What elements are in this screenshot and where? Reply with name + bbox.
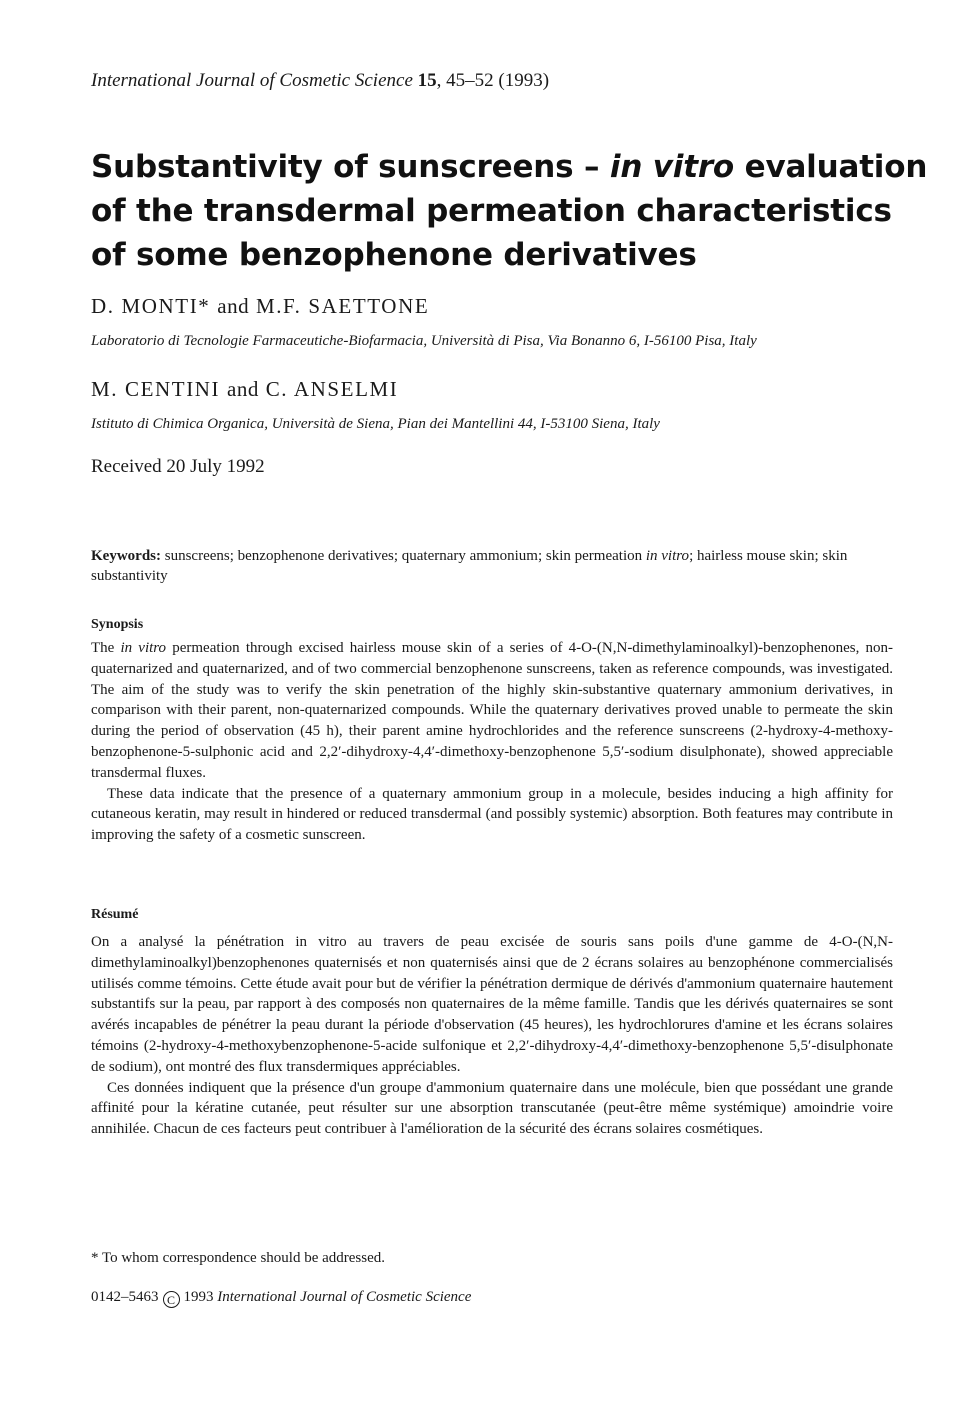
- synopsis-p1-italic: in vitro: [120, 640, 167, 656]
- authors-group-2: [91, 377, 398, 402]
- journal-name: International Journal of Cosmetic Science: [91, 70, 413, 91]
- synopsis-paragraph-1: [91, 638, 893, 784]
- keywords-text-end: ; hairless mouse skin; skin substantivity: [91, 548, 848, 584]
- resume-heading: Résumé: [91, 907, 139, 922]
- author-monti: D. MONTI*: [91, 294, 211, 318]
- keywords-text: sunscreens; benzophenone derivatives; quaternary ammonium; skin permeation: [161, 548, 646, 564]
- title-line-2: of the transdermal permeation characteristics: [91, 193, 892, 229]
- author-anselmi: C. ANSELMI: [265, 377, 399, 401]
- affiliation-siena: Istituto di Chimica Organica, Università de Siena, Pian dei Mantellini 44, I-53100 Siena, Italy: [91, 416, 660, 432]
- issn: 0142–5463: [91, 1289, 159, 1305]
- copyright-line: [91, 1289, 471, 1308]
- title-line-1-start: Substantivity of sunscreens –: [91, 149, 610, 185]
- synopsis-body: [91, 638, 893, 846]
- author-centini: M. CENTINI: [91, 377, 221, 401]
- received-date: Received 20 July 1992: [91, 456, 265, 477]
- keywords-label: Keywords:: [91, 548, 161, 564]
- resume-paragraph-2: Ces données indiquent que la présence d'un groupe d'ammonium quaternaire dans une molécule, bien que possédant une grande affinité pour la kératine cutanée, peut résulter sur une absorption transcutanée (peut-être même systémique) amoindrie voire annihilée. Chacun de ces facteurs peut contribuer à l'amélioration de la sécurité des écrans solaires cosmétiques.: [91, 1079, 893, 1138]
- copyright-journal: International Journal of Cosmetic Science: [217, 1289, 472, 1305]
- copyright-icon: C: [163, 1291, 180, 1308]
- correspondence-footnote: * To whom correspondence should be addressed.: [91, 1250, 386, 1266]
- copyright-year: 1993: [183, 1289, 214, 1305]
- author-saettone: M.F. SAETTONE: [255, 294, 430, 318]
- affiliation-pisa: Laboratorio di Tecnologie Farmaceutiche-Biofarmacia, Università di Pisa, Via Bonanno 6, I-56100 Pisa, Italy: [91, 333, 757, 349]
- author-conjunction: and: [227, 377, 259, 401]
- title-line-3: of some benzophenone derivatives: [91, 237, 697, 273]
- journal-citation: [91, 70, 549, 92]
- keywords-italic: in vitro: [645, 548, 690, 564]
- synopsis-paragraph-2: These data indicate that the presence of a quaternary ammonium group in a molecule, besides inducing a high affinity for cutaneous keratin, may result in hindered or reduced transdermal (and possibly systemic) absorption. Both features may contribute in improving the safety of a cosmetic sunscreen.: [91, 785, 893, 844]
- keywords: [91, 546, 891, 586]
- synopsis-p1-end: permeation through excised hairless mouse skin of a series of 4-O-(N,N-dimethylaminoalkyl)-benzophenones, non-quaternarized and quaternarized, and of two commercial benzophenone sunscreens, taken as reference compounds, was investigated. The aim of the study was to verify the skin penetration of the highly skin-substantive quaternary ammonium derivatives, in comparison with their parent, non-quaternarized compounds. While the quaternary derivatives proved unable to permeate the skin during the period of observation (45 h), their parent amine hydrochlorides and the reference sunscreens (2-hydroxy-4-methoxy-benzophenone-5-sulphonic acid and 2,2′-dihydroxy-4,4′-dimethoxy-benzophenone 5,5′-sodium disulphonate), showed appreciable transdermal fluxes.: [91, 640, 893, 781]
- resume-paragraph-1: On a analysé la pénétration in vitro au travers de peau excisée de souris sans poils d'une gamme de 4-O-(N,N-dimethylaminoalkyl)benzophenones quaternisés et non quaternisés ainsi que de 2 écrans solaires au benzophénone commercialisés utilisés comme témoins. Cette étude avait pour but de vérifier la pénétration dermique de dérivés d'ammonium quaternaire hautement substantifs sur la peau, par rapport à des composés non quaternaires de la même famille. Tandis que les dérivés quaternaires se sont avérés incapables de pénétrer la peau durant la période d'observation (45 heures), les hydrochlorures d'amine et les écrans solaires témoins (2-hydroxy-4-methoxybenzophenone-5-acide sulfonique et 2,2′-dihydroxy-4,4′-dimethoxy-benzophenone 5,5′-disulphonate de sodium), ont montré des flux transdermiques appréciables.: [91, 934, 893, 1075]
- journal-pages-year: , 45–52 (1993): [436, 70, 550, 91]
- synopsis-p1-start: The: [91, 640, 121, 656]
- resume-body: [91, 932, 893, 1140]
- author-conjunction: and: [217, 294, 250, 318]
- synopsis-heading: Synopsis: [91, 617, 144, 632]
- title-line-1-end: evaluation: [734, 149, 928, 185]
- article-title: [91, 145, 928, 277]
- journal-volume: 15: [417, 70, 437, 91]
- title-line-1-italic: in vitro: [609, 149, 735, 185]
- authors-group-1: [91, 294, 429, 319]
- title-line-1: [91, 145, 928, 189]
